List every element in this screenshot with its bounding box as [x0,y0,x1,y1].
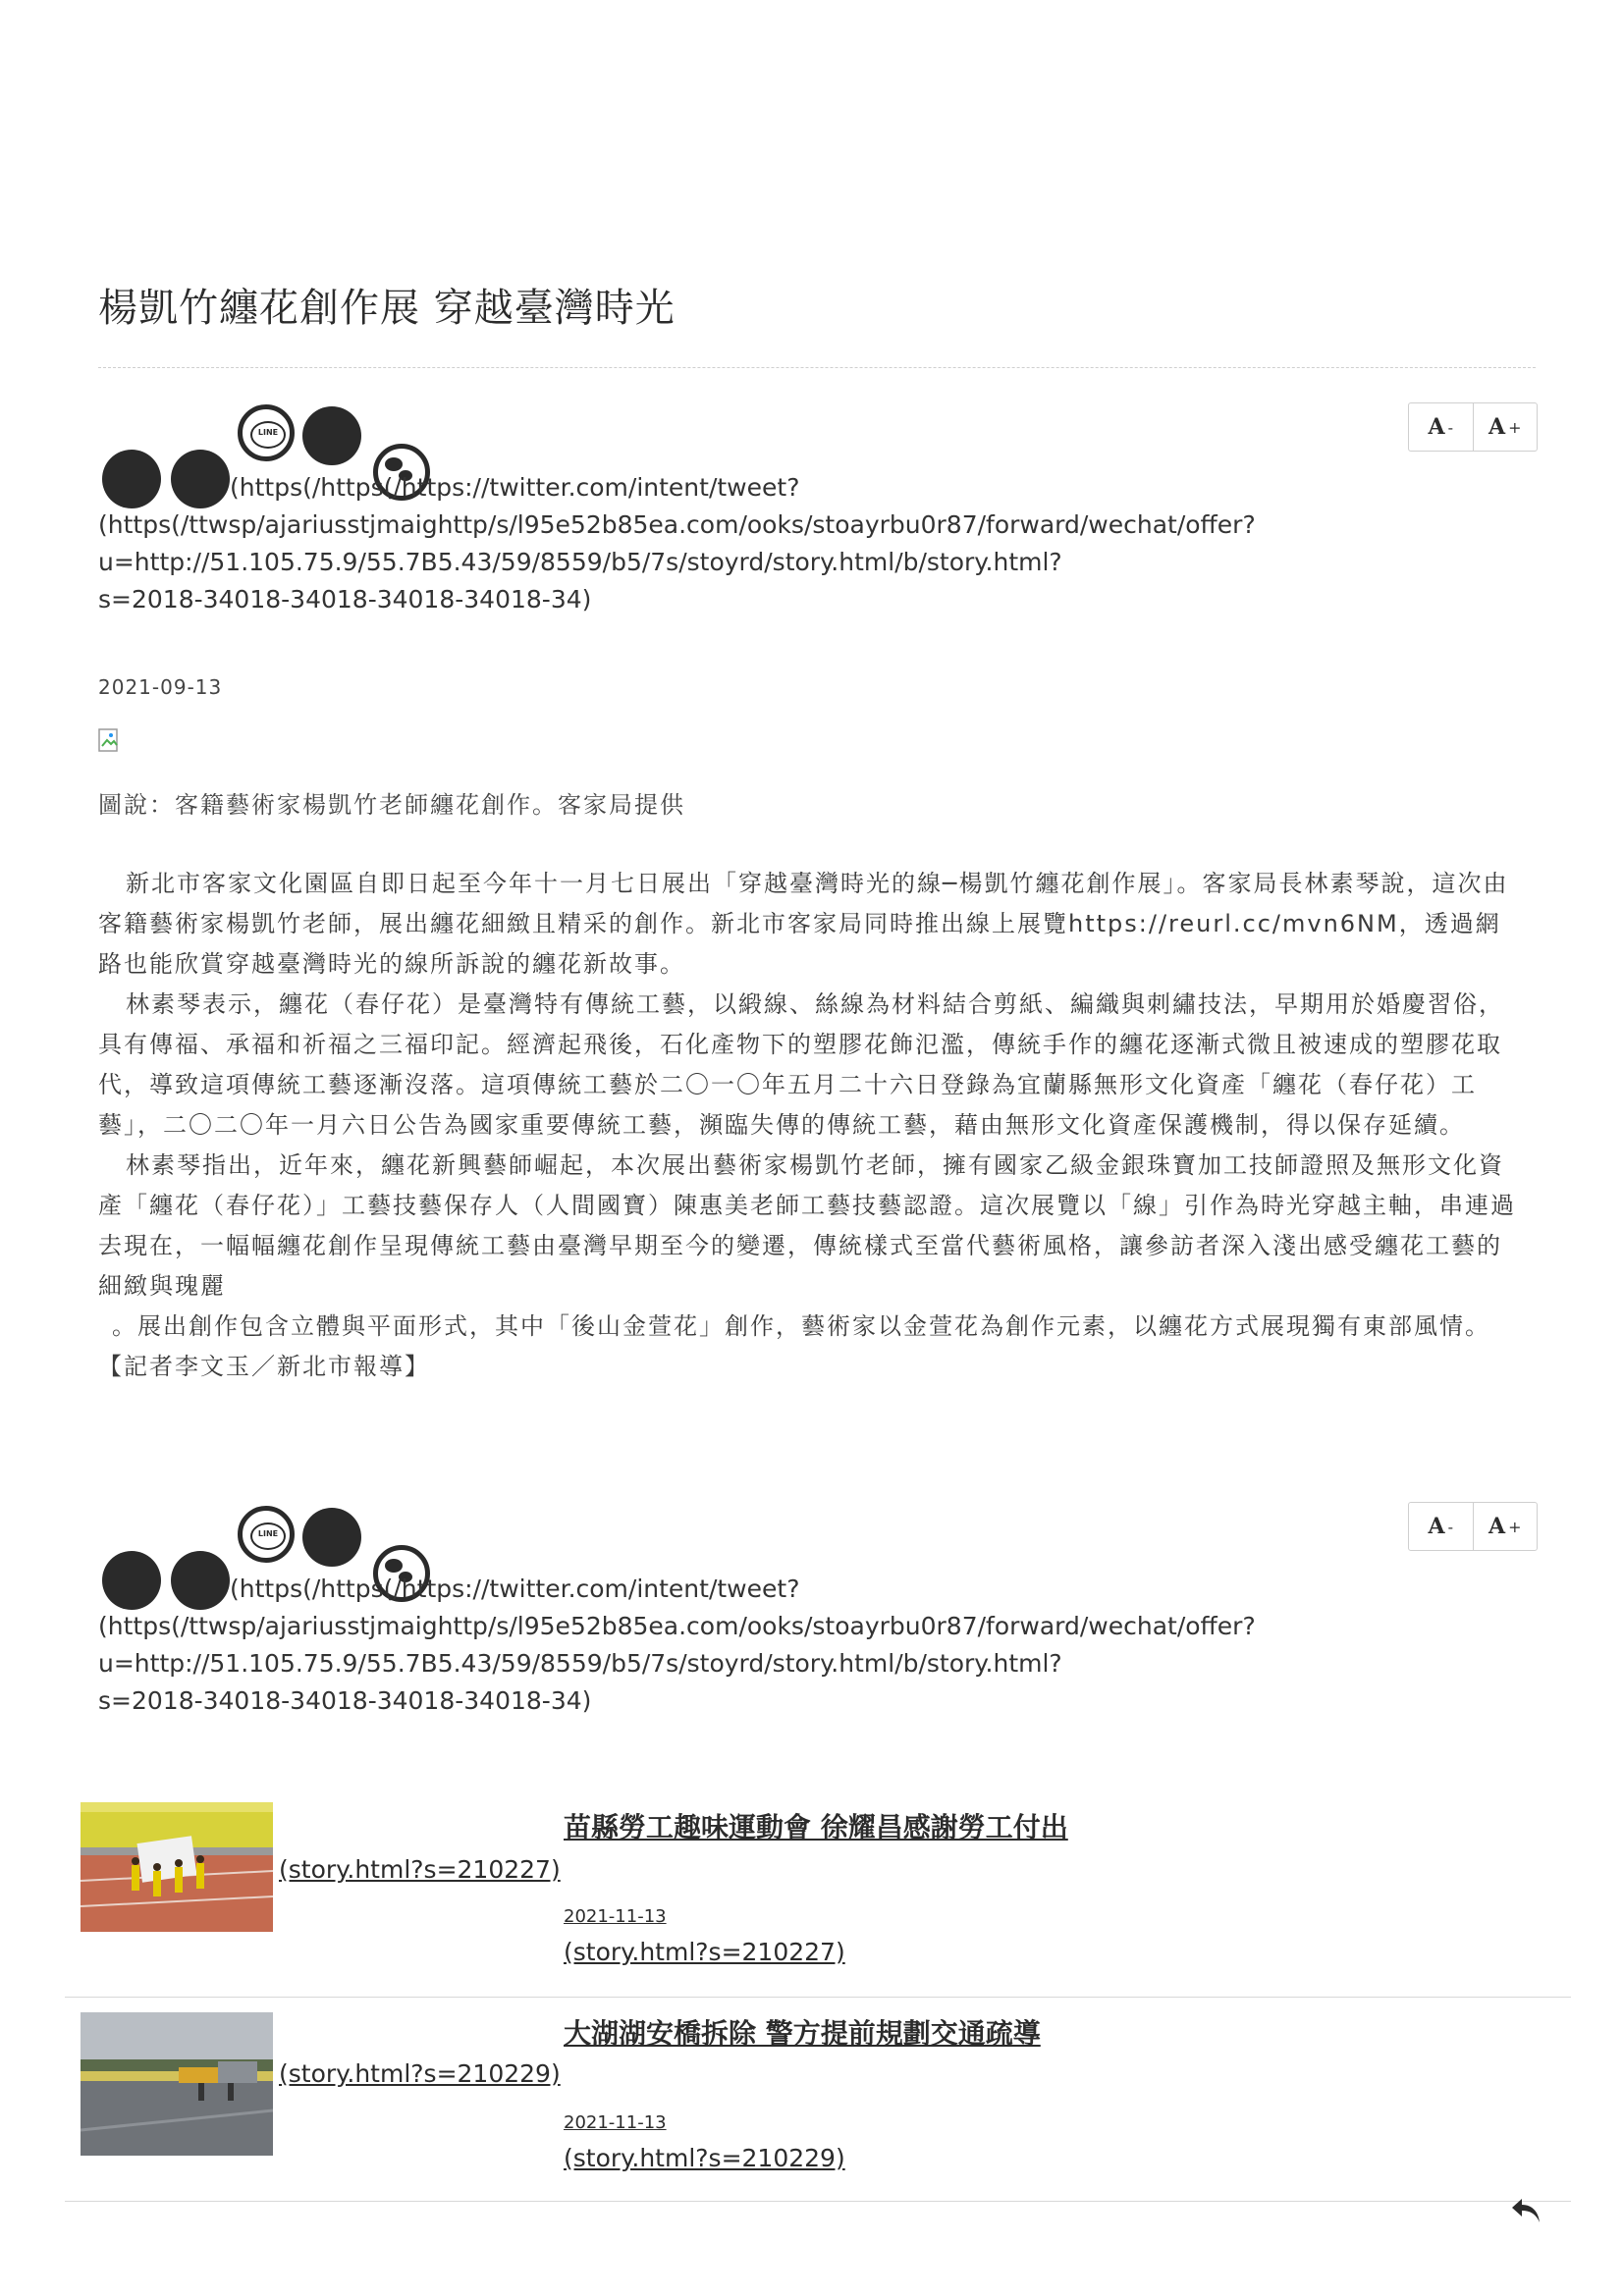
related-thumb-link[interactable]: (story.html?s=210229) [279,2059,561,2088]
image-caption: 圖說：客籍藝術家楊凱竹老師纏花創作。客家局提供 [98,791,685,819]
article-body [98,864,1522,1387]
line-icon[interactable]: LINE [238,404,295,461]
related-date[interactable]: 2021-11-13 [564,1906,667,1927]
article-paragraph: 林素琴表示，纏花（春仔花）是臺灣特有傳統工藝，以緞線、絲線為材料結合剪紙、編織與刺繡技法，早期用於婚慶習俗，具有傳福、承福和祈福之三福印記。經濟起飛後，石化產物下的塑膠花飾氾濫，傳統手作的纏花逐漸式微且被速成的塑膠花取代，導致這項傳統工藝逐漸沒落。這項傳統工藝於二〇一〇年五月二十六日登錄為宜蘭縣無形文化資產「纏花（春仔花）工藝」，二〇二〇年一月六日公告為國家重要傳統工藝，瀕臨失傳的傳統工藝，藉由無形文化資產保護機制，得以保存延續。 [98,990,1504,1139]
share-link-text[interactable]: (https(/https(/https://twitter.com/intent/tweet? [230,1575,800,1603]
share-link-text[interactable]: (https(/ttwsp/ajariusstjmaighttp/s/l95e52b85ea.com/ooks/stoayrbu0r87/forward/wechat/offer? [98,510,1256,539]
related-thumb-link[interactable]: (story.html?s=210227) [279,1855,561,1884]
related-headline-link[interactable]: 苗縣勞工趣味運動會 徐耀昌感謝勞工付出 [564,1811,1068,1843]
related-story-link[interactable]: (story.html?s=210229) [564,2144,845,2172]
facebook-share-icon[interactable] [102,1551,161,1610]
share-link-text[interactable]: (https(/ttwsp/ajariusstjmaighttp/s/l95e52b85ea.com/ooks/stoayrbu0r87/forward/wechat/offer? [98,1612,1256,1640]
facebook-share-icon[interactable] [102,450,161,508]
share-bar-bottom [98,1502,1276,1767]
article-paragraph: 新北市客家文化園區自即日起至今年十一月七日展出「穿越臺灣時光的線─楊凱竹纏花創作展」。客家局長林素琴說，這次由客籍藝術家楊凱竹老師，展出纏花細緻且精采的創作。新北市客家局同時推出線上展覽https://reurl.cc/mvn6NM，透過網路也能欣賞穿越臺灣時光的線所訴說的纏花新故事。 [98,870,1509,978]
article-paragraph: 林素琴指出，近年來，纏花新興藝師崛起，本次展出藝術家楊凱竹老師，擁有國家乙級金銀珠寶加工技師證照及無形文化資產「纏花（春仔花）」工藝技藝保存人（人間國寶）陳惠美老師工藝技藝認證。這次展覽以「線」引作為時光穿越主軸，串連過去現在，一幅幅纏花創作呈現傳統工藝由臺灣早期至今的變遷，傳統樣式至當代藝術風格，讓參訪者深入淺出感受纏花工藝的細緻與瑰麗 [98,1151,1516,1300]
related-headline-link[interactable]: 大湖湖安橋拆除 警方提前規劃交通疏導 [564,2017,1041,2050]
font-size-controls-bottom [1408,1502,1538,1551]
related-story-item [65,1999,1571,2205]
row-divider [65,1997,1571,1998]
share-link-text[interactable]: (https(/https(/https://twitter.com/intent/tweet? [230,473,800,502]
related-story-link[interactable]: (story.html?s=210227) [564,1938,845,1966]
font-size-controls-top [1408,402,1538,452]
twitter-share-icon[interactable] [302,406,361,465]
row-divider [65,2201,1571,2202]
plurk-share-icon[interactable] [171,1551,230,1610]
reply-icon[interactable] [1508,2195,1543,2226]
related-story-thumbnail[interactable] [81,1802,273,1932]
broken-image-icon [98,728,122,754]
related-story-thumbnail[interactable] [81,2012,273,2156]
share-link-text[interactable]: u=http://51.105.75.9/55.7B5.43/59/8559/b5/7s/stoyrd/story.html/b/story.html? [98,1649,1062,1678]
share-link-text[interactable]: u=http://51.105.75.9/55.7B5.43/59/8559/b5/7s/stoyrd/story.html/b/story.html? [98,548,1062,576]
twitter-share-icon[interactable] [302,1508,361,1567]
font-increase-button[interactable]: A + [1488,414,1522,440]
font-decrease-button[interactable]: A - [1409,1503,1474,1550]
plurk-share-icon[interactable] [171,450,230,508]
page-title: 楊凱竹纏花創作展 穿越臺灣時光 [98,286,676,331]
line-icon[interactable]: LINE [238,1506,295,1563]
share-bar-top [98,400,1276,666]
title-divider [98,367,1536,368]
article-paragraph: 。展出創作包含立體與平面形式，其中「後山金萱花」創作，藝術家以金萱花為創作元素，以纏花方式展現獨有東部風情。【記者李文玉／新北市報導】 [98,1312,1490,1380]
share-link-text[interactable]: s=2018-34018-34018-34018-34018-34) [98,1686,592,1715]
related-date[interactable]: 2021-11-13 [564,2112,667,2133]
font-increase-button[interactable]: A + [1488,1514,1522,1539]
share-link-text[interactable]: s=2018-34018-34018-34018-34018-34) [98,585,592,614]
article-date: 2021-09-13 [98,675,223,699]
font-decrease-button[interactable]: A - [1409,403,1474,451]
related-story-item [65,1792,1571,1999]
